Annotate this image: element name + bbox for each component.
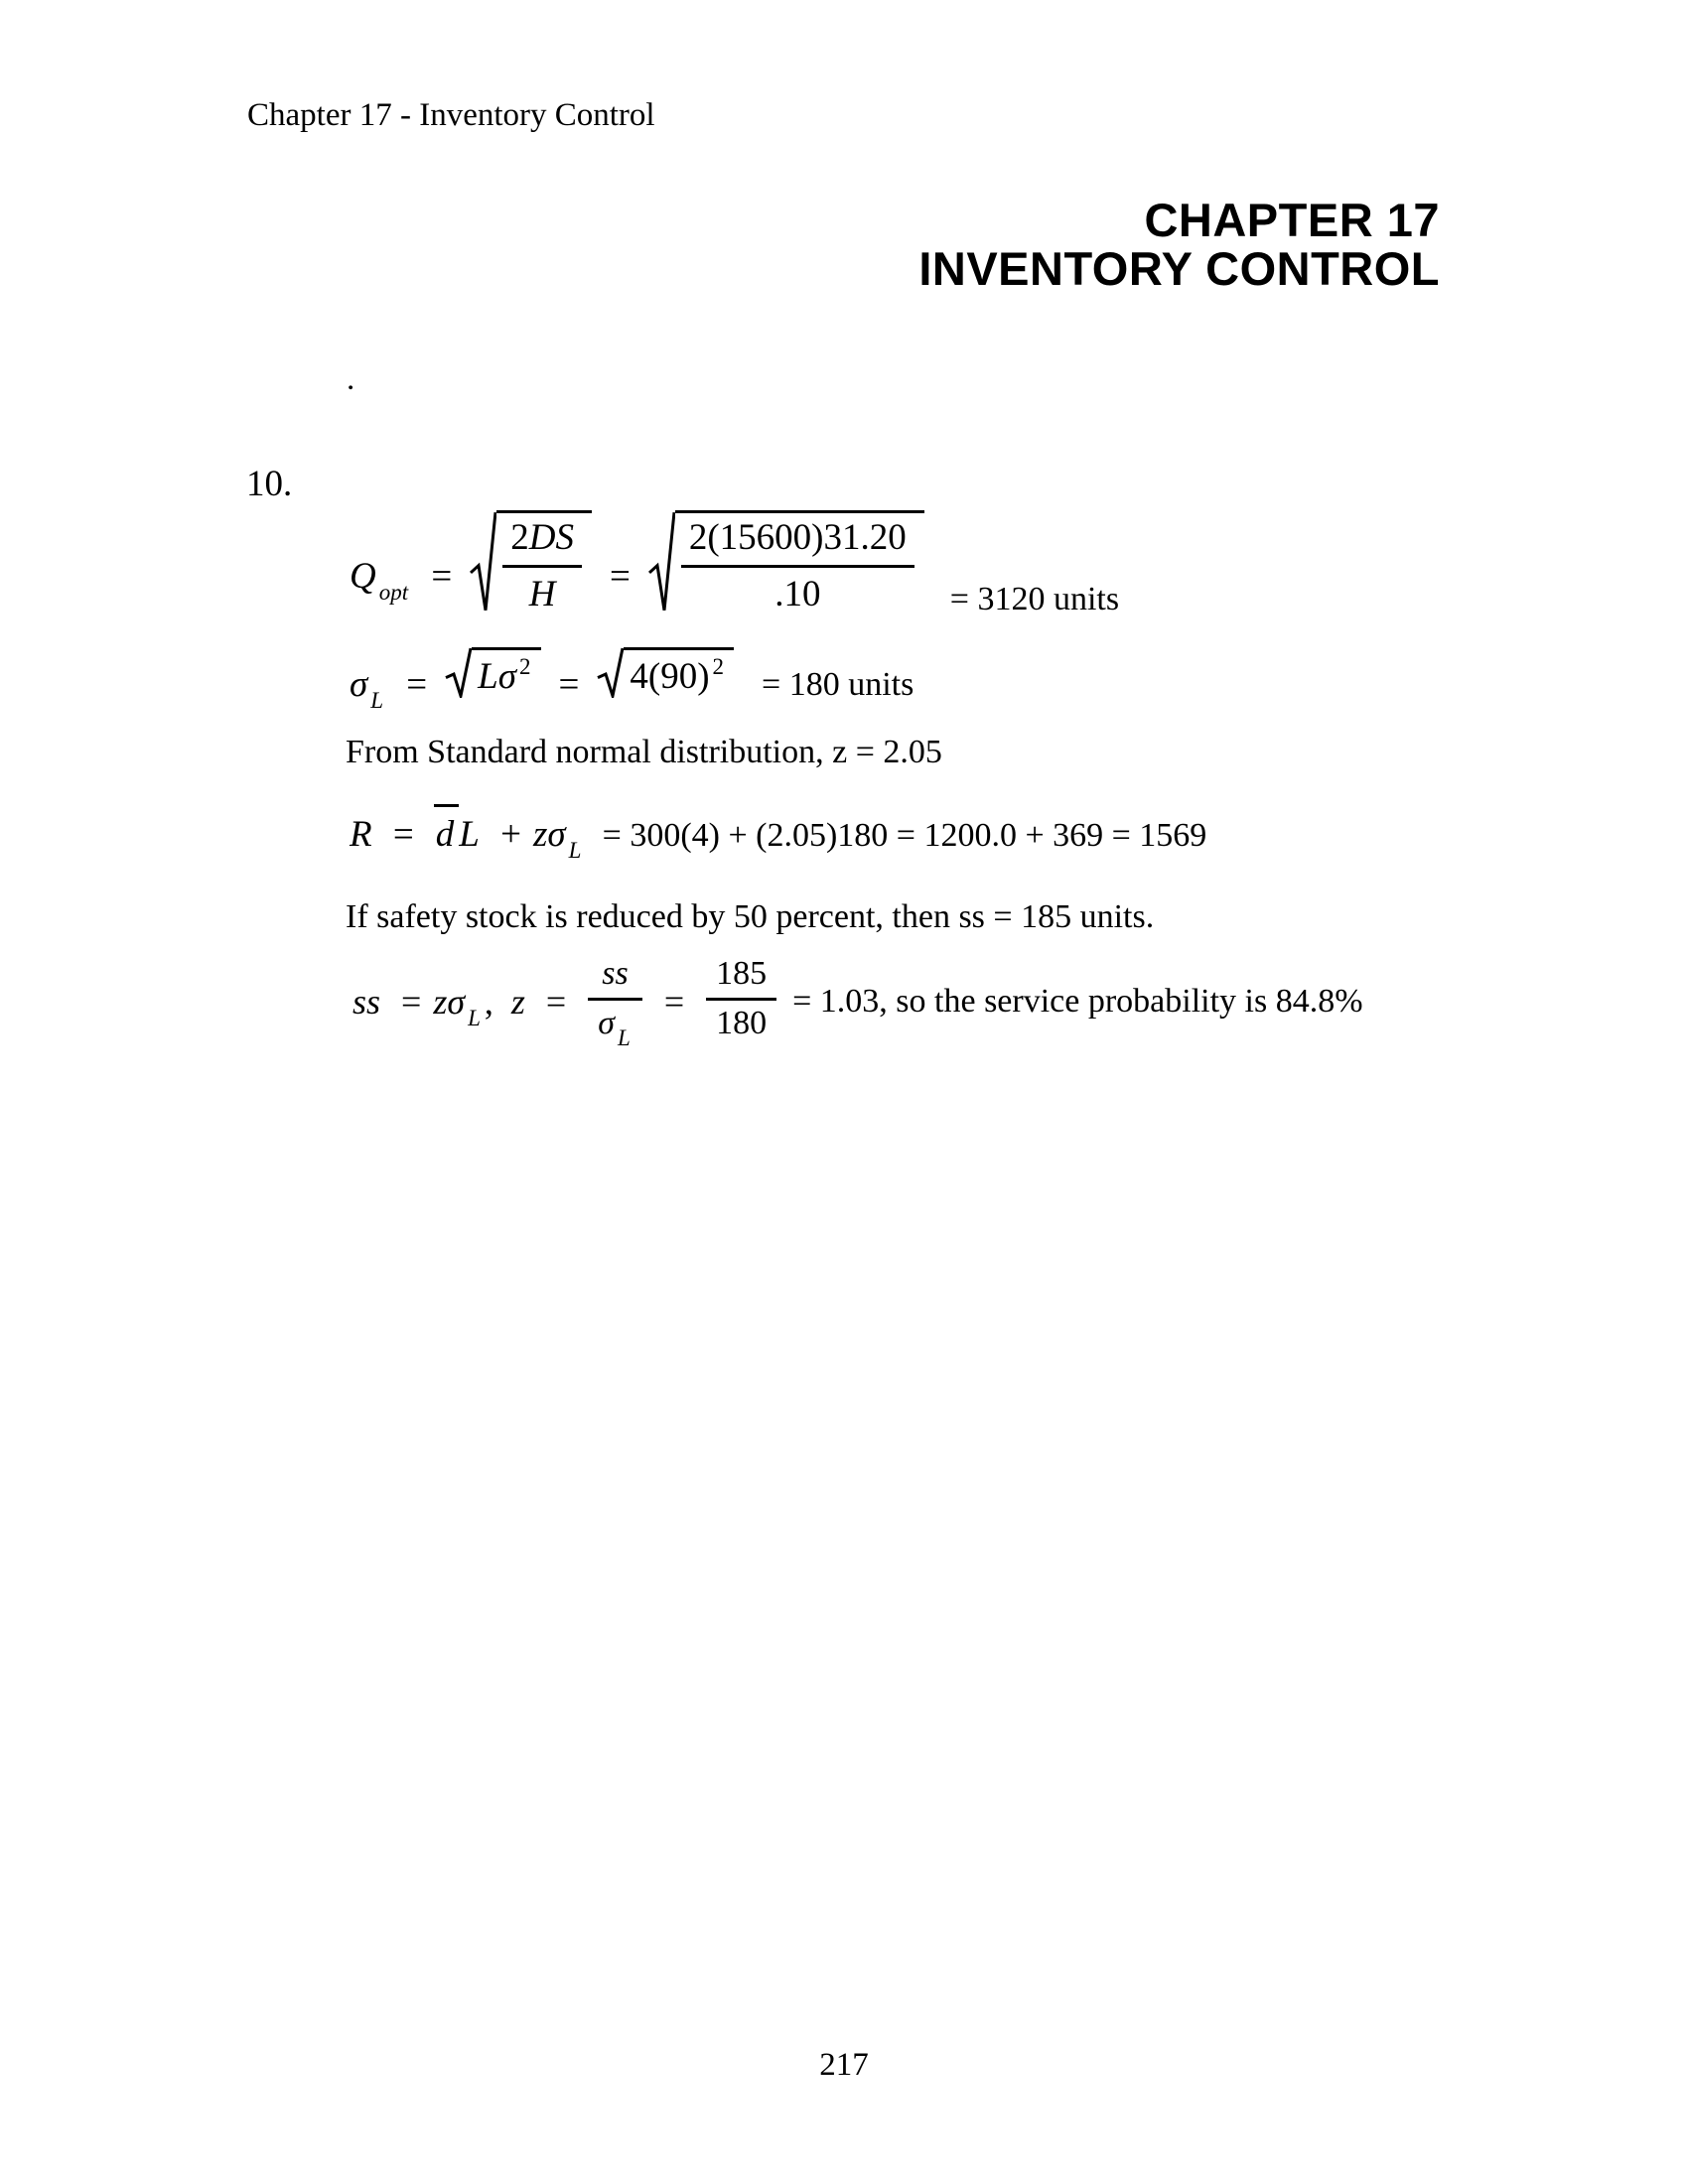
var-sigma: σ: [350, 664, 368, 705]
fraction-ss-sigma: [588, 955, 642, 1050]
subscript-L: L: [618, 1024, 631, 1050]
chapter-title-line2: INVENTORY CONTROL: [918, 241, 1440, 295]
fraction-numerator: [502, 518, 582, 568]
equals-sign: =: [545, 982, 567, 1023]
var-d: d: [435, 814, 455, 855]
running-header: Chapter 17 - Inventory Control: [247, 97, 655, 133]
subscript-L: L: [468, 1006, 481, 1031]
subscript-opt: opt: [378, 579, 409, 605]
fraction-denominator: H: [528, 573, 556, 614]
sqrt-expression: [597, 647, 734, 698]
radical-icon: [445, 647, 472, 698]
radicand: [472, 647, 540, 698]
radicand: [624, 647, 734, 698]
radicand: [675, 510, 924, 614]
formula-qopt-result: = 3120 units: [949, 580, 1120, 617]
formula-qopt-lhs: [350, 555, 464, 605]
equals-sign: =: [558, 664, 580, 705]
sqrt-expression: [470, 510, 592, 614]
d-bar: [434, 804, 460, 856]
normal-distribution-note: From Standard normal distribution, z = 2.05: [346, 734, 942, 770]
superscript-2: 2: [712, 654, 725, 679]
radical-icon: [470, 510, 496, 614]
var-z-sigma: zσ: [532, 814, 566, 855]
chapter-title: [918, 194, 1440, 295]
coefficient: 2: [510, 517, 529, 558]
problem-number: 10.: [246, 464, 293, 504]
formula-reorder-point: [350, 804, 1207, 863]
comma: ,: [484, 982, 493, 1023]
fraction-denominator: 180: [716, 1004, 768, 1041]
var-sigma: σ: [598, 1004, 616, 1041]
fraction-denominator: .10: [774, 573, 821, 614]
formula-sigma-result: = 180 units: [762, 665, 914, 703]
page-number: 217: [819, 2047, 869, 2083]
equals-sign: =: [663, 982, 685, 1023]
subscript-L: L: [370, 688, 384, 713]
var-R: R: [350, 814, 372, 855]
var-ss: ss: [352, 982, 381, 1023]
fraction-numerator: ss: [588, 956, 642, 1001]
fraction-numerator: 185: [706, 956, 776, 1001]
fraction-numerator: 2(15600)31.20: [681, 518, 914, 568]
var-DS: DS: [528, 517, 574, 558]
radical-icon: [648, 510, 675, 614]
formula-qopt: [350, 510, 1120, 617]
plus-sign: +: [500, 814, 521, 855]
equals-sign: =: [401, 982, 422, 1023]
var-L: L: [459, 814, 480, 855]
superscript-2: 2: [519, 654, 531, 679]
safety-stock-note: If safety stock is reduced by 50 percent, then ss = 185 units.: [346, 898, 1155, 935]
equals-sign: =: [392, 814, 414, 855]
value-4-90: 4(90): [630, 656, 710, 697]
equals-sign: =: [431, 555, 453, 597]
sqrt-expression: [648, 510, 924, 614]
equals-sign: =: [406, 664, 428, 705]
equals-sign: =: [609, 555, 631, 597]
var-z-sigma: zσ: [433, 982, 466, 1023]
formula-service-lhs: [352, 981, 578, 1031]
sqrt-expression: [445, 647, 540, 698]
var-L-sigma: Lσ: [478, 656, 516, 697]
formula-sigma: [350, 647, 914, 713]
reorder-point-values: = 300(4) + (2.05)180 = 1200.0 + 369 = 1569: [602, 817, 1207, 854]
fraction-numbers: [681, 518, 914, 614]
service-probability-result: = 1.03, so the service probability is 84.8%: [792, 983, 1363, 1021]
fraction-2DS-H: [502, 518, 582, 614]
subscript-L: L: [568, 838, 582, 863]
radicand: [496, 510, 592, 614]
chapter-title-line1: CHAPTER 17: [1144, 194, 1440, 246]
fraction-185-180: [706, 956, 776, 1041]
var-z: z: [510, 982, 525, 1023]
formula-service-probability: [352, 955, 1363, 1050]
var-Q: Q: [350, 555, 376, 597]
formula-sigma-lhs: [350, 663, 439, 713]
fraction-denominator: [588, 1001, 642, 1050]
stray-period: .: [347, 361, 355, 397]
radical-icon: [597, 647, 624, 698]
